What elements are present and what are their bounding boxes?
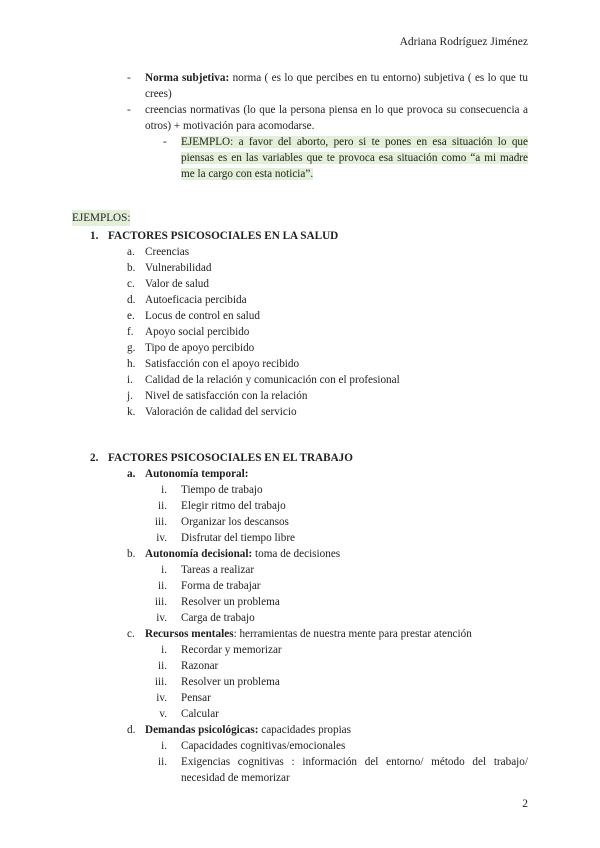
sub-list-item-text: Tiempo de trabajo bbox=[181, 484, 263, 496]
list-marker: a. bbox=[127, 246, 135, 258]
sub-list-item bbox=[72, 514, 528, 530]
sub-list-marker: iv. bbox=[156, 612, 167, 624]
sub-list-item-text: Pensar bbox=[181, 692, 211, 704]
sub-list-marker: iv. bbox=[156, 692, 167, 704]
sub-list-marker: i. bbox=[161, 564, 167, 576]
example-item bbox=[72, 134, 528, 182]
list-item bbox=[72, 276, 528, 292]
section-title: FACTORES PSICOSOCIALES EN LA SALUD bbox=[108, 230, 339, 242]
header-author: Adriana Rodríguez Jiménez bbox=[399, 36, 528, 48]
sub-list-item bbox=[72, 578, 528, 594]
sub-list-item-text: Exigencias cognitivas : información del entorno/ método del trabajo/ necesidad de memorizar bbox=[181, 756, 528, 784]
sub-list-marker: i. bbox=[161, 484, 167, 496]
list-item-text: Apoyo social percibido bbox=[145, 326, 250, 338]
sub-list-marker: ii. bbox=[157, 756, 167, 768]
list-marker: b. bbox=[127, 548, 136, 560]
group-title: Recursos mentales bbox=[145, 628, 234, 640]
list-marker: d. bbox=[127, 294, 136, 306]
sub-list-item bbox=[72, 690, 528, 706]
sub-list-item bbox=[72, 562, 528, 578]
list-item-text: Autoeficacia percibida bbox=[145, 294, 247, 306]
sub-list-marker: v. bbox=[159, 708, 167, 720]
sub-list-marker: ii. bbox=[157, 580, 167, 592]
intro-item bbox=[72, 70, 528, 102]
page-number: 2 bbox=[522, 798, 528, 810]
intro-item bbox=[72, 102, 528, 134]
group-title: Autonomía temporal: bbox=[145, 468, 249, 480]
sub-list-item bbox=[72, 530, 528, 546]
sub-list-item-text: Disfrutar del tiempo libre bbox=[181, 532, 296, 544]
list-marker: d. bbox=[127, 724, 136, 736]
sub-list-item-text: Elegir ritmo del trabajo bbox=[181, 500, 286, 512]
sub-list-marker: iii. bbox=[154, 676, 167, 688]
sub-list-marker: i. bbox=[161, 644, 167, 656]
sub-list-item-text: Recordar y memorizar bbox=[181, 644, 282, 656]
group-description: toma de decisiones bbox=[252, 548, 341, 560]
list-marker: a. bbox=[127, 468, 136, 480]
list-item bbox=[72, 292, 528, 308]
list-marker: k. bbox=[127, 406, 136, 418]
sub-list-item-text: Forma de trabajar bbox=[181, 580, 261, 592]
term-label: Norma subjetiva: bbox=[145, 72, 230, 84]
sub-list-item-text: Capacidades cognitivas/emocionales bbox=[181, 740, 346, 752]
list-item-text: Creencias bbox=[145, 246, 190, 258]
example-text: EJEMPLO: a favor del aborto, pero si te pones en esa situación lo que piensas es en las variables que te provoca esa situación como “a mi madre me la cargo con esta noticia”. bbox=[181, 136, 528, 180]
sub-list-item-text: Carga de trabajo bbox=[181, 612, 255, 624]
sub-list-item bbox=[72, 738, 528, 754]
list-item-text: Locus de control en salud bbox=[145, 310, 260, 322]
sub-list-marker: iv. bbox=[156, 532, 167, 544]
sub-list-marker: iii. bbox=[154, 596, 167, 608]
list-item bbox=[72, 356, 528, 372]
sub-list-marker: ii. bbox=[157, 500, 167, 512]
list-item bbox=[72, 340, 528, 356]
list-item-text: Calidad de la relación y comunicación con el profesional bbox=[145, 374, 400, 386]
section-number: 1. bbox=[90, 230, 99, 242]
dash-bullet: - bbox=[127, 72, 131, 84]
sub-list-item bbox=[72, 754, 528, 786]
list-item-text: Vulnerabilidad bbox=[145, 262, 212, 274]
sub-list-item-text: Tareas a realizar bbox=[181, 564, 255, 576]
list-marker: i. bbox=[127, 374, 133, 386]
sub-list-item bbox=[72, 674, 528, 690]
dash-bullet: - bbox=[127, 104, 131, 116]
sub-list-marker: ii. bbox=[157, 660, 167, 672]
sub-list-item bbox=[72, 706, 528, 722]
sub-list-item bbox=[72, 498, 528, 514]
list-marker: j. bbox=[127, 390, 133, 402]
group-heading bbox=[72, 626, 528, 642]
sub-list-item bbox=[72, 482, 528, 498]
sub-list-marker: i. bbox=[161, 740, 167, 752]
list-marker: c. bbox=[127, 278, 135, 290]
group-heading bbox=[72, 546, 528, 562]
list-marker: f. bbox=[127, 326, 134, 338]
sub-list-item-text: Resolver un problema bbox=[181, 676, 280, 688]
group-title: Autonomía decisional: bbox=[145, 548, 253, 560]
list-marker: b. bbox=[127, 262, 136, 274]
list-item-text: Nivel de satisfacción con la relación bbox=[145, 390, 308, 402]
term-definition: creencias normativas (lo que la persona piensa en lo que provoca su consecuencia a otros) + motivación para acomodarse. bbox=[145, 104, 528, 132]
list-item-text: Tipo de apoyo percibido bbox=[145, 342, 255, 354]
list-item bbox=[72, 372, 528, 388]
list-marker: g. bbox=[127, 342, 136, 354]
list-item-text: Satisfacción con el apoyo recibido bbox=[145, 358, 300, 370]
section-heading-salud bbox=[72, 228, 528, 244]
group-description: capacidades propias bbox=[258, 724, 352, 736]
list-item-text: Valor de salud bbox=[145, 278, 209, 290]
list-marker: h. bbox=[127, 358, 136, 370]
sub-list-marker: iii. bbox=[154, 516, 167, 528]
list-item bbox=[72, 388, 528, 404]
section-number: 2. bbox=[90, 452, 99, 464]
group-heading bbox=[72, 466, 528, 482]
group-title: Demandas psicológicas: bbox=[145, 724, 259, 736]
list-item bbox=[72, 404, 528, 420]
list-item-text: Valoración de calidad del servicio bbox=[145, 406, 297, 418]
list-item bbox=[72, 260, 528, 276]
list-marker: e. bbox=[127, 310, 135, 322]
list-item bbox=[72, 324, 528, 340]
list-item bbox=[72, 244, 528, 260]
sub-list-item-text: Organizar los descansos bbox=[181, 516, 289, 528]
trabajo-factor-list bbox=[72, 466, 528, 786]
section-title: FACTORES PSICOSOCIALES EN EL TRABAJO bbox=[108, 452, 353, 464]
ejemplos-heading: EJEMPLOS: bbox=[72, 212, 131, 224]
list-marker: c. bbox=[127, 628, 135, 640]
sub-list-item bbox=[72, 642, 528, 658]
sub-list-item-text: Resolver un problema bbox=[181, 596, 280, 608]
section-heading-trabajo bbox=[72, 450, 528, 466]
group-heading bbox=[72, 722, 528, 738]
group-description: : herramientas de nuestra mente para prestar atención bbox=[233, 628, 472, 640]
salud-factor-list bbox=[72, 244, 528, 420]
sub-list-item-text: Calcular bbox=[181, 708, 219, 720]
list-item bbox=[72, 308, 528, 324]
term-definition: norma ( es lo que percibes en tu entorno) subjetiva ( es lo que tu crees) bbox=[145, 72, 528, 100]
document-body bbox=[72, 70, 528, 786]
sub-list-item bbox=[72, 594, 528, 610]
dash-bullet: - bbox=[163, 136, 167, 148]
sub-list-item bbox=[72, 658, 528, 674]
sub-list-item bbox=[72, 610, 528, 626]
sub-list-item-text: Razonar bbox=[181, 660, 219, 672]
